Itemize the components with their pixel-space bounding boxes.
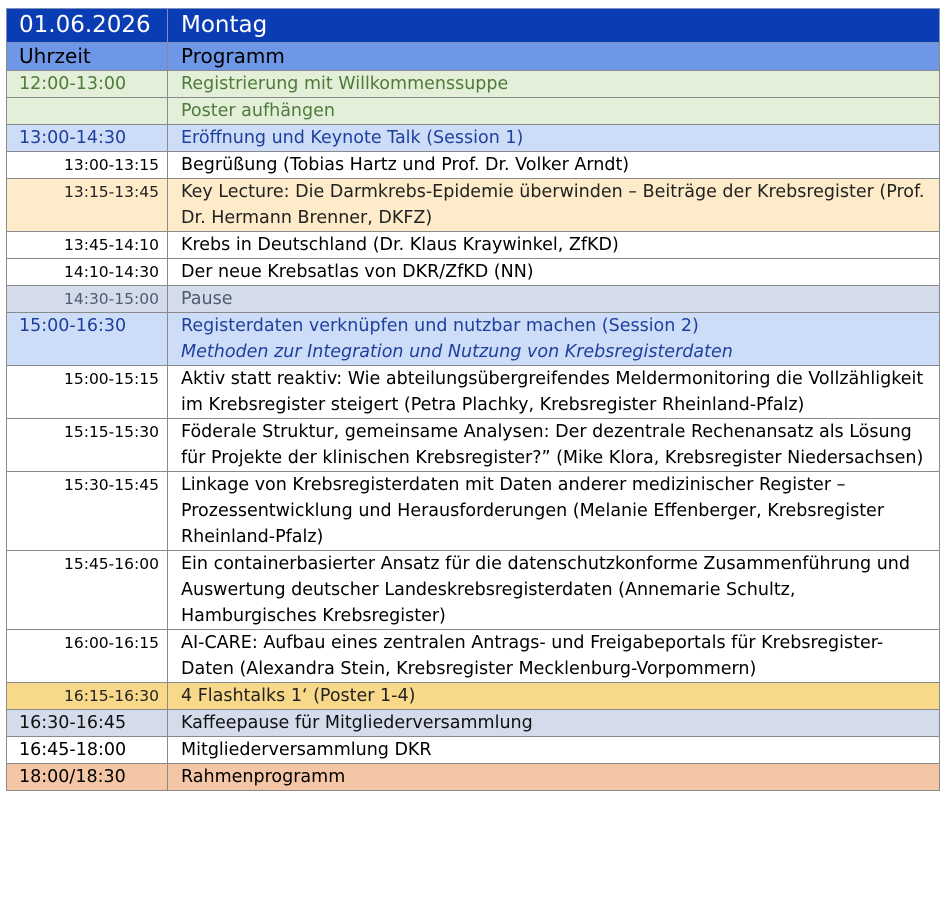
time-cell: 15:30-15:45 <box>7 472 168 551</box>
flashtalk-row <box>7 683 940 710</box>
time-cell: 13:00-13:15 <box>7 152 168 179</box>
date-cell: 01.06.2026 <box>7 9 168 43</box>
table-row <box>7 630 940 683</box>
table-row <box>7 71 940 98</box>
program-cell: Ein containerbasierter Ansatz für die datenschutzkonforme Zusammenführung und Auswertung deutscher Landeskrebsregisterdaten (Annemarie Schultz, Hamburgisches Krebsregister) <box>168 551 940 630</box>
day-header-row <box>7 9 940 43</box>
table-row <box>7 98 940 125</box>
program-cell: Poster aufhängen <box>168 98 940 125</box>
day-cell: Montag <box>168 9 940 43</box>
time-cell: 14:10-14:30 <box>7 259 168 286</box>
table-row <box>7 366 940 419</box>
program-cell: Kaffeepause für Mitgliederversammlung <box>168 710 940 737</box>
time-cell: 14:30-15:00 <box>7 286 168 313</box>
time-column-header: Uhrzeit <box>7 43 168 71</box>
session-row <box>7 313 940 366</box>
pause-row <box>7 286 940 313</box>
time-cell <box>7 98 168 125</box>
program-cell: Linkage von Krebsregisterdaten mit Daten anderer medizinischer Register – Prozessentwicklung und Herausforderungen (Melanie Effenberger, Krebsregister Rheinland-Pfalz) <box>168 472 940 551</box>
keynote-row <box>7 179 940 232</box>
table-row <box>7 152 940 179</box>
time-cell: 13:45-14:10 <box>7 232 168 259</box>
time-cell: 15:45-16:00 <box>7 551 168 630</box>
table-row <box>7 232 940 259</box>
session-title-cell: Eröffnung und Keynote Talk (Session 1) <box>168 125 940 152</box>
program-cell: Aktiv statt reaktiv: Wie abteilungsübergreifendes Meldermonitoring die Vollzähligkeit im Krebsregister steigert (Petra Plachky, Krebsregister Rheinland-Pfalz) <box>168 366 940 419</box>
program-cell: Krebs in Deutschland (Dr. Klaus Kraywinkel, ZfKD) <box>168 232 940 259</box>
session-time-cell: 15:00-16:30 <box>7 313 168 366</box>
evening-program-row <box>7 764 940 791</box>
program-cell: Key Lecture: Die Darmkrebs-Epidemie überwinden – Beiträge der Krebsregister (Prof. Dr. Hermann Brenner, DKFZ) <box>168 179 940 232</box>
time-cell: 16:45-18:00 <box>7 737 168 764</box>
table-row <box>7 551 940 630</box>
program-cell: Der neue Krebsatlas von DKR/ZfKD (NN) <box>168 259 940 286</box>
table-row <box>7 472 940 551</box>
program-cell: Föderale Struktur, gemeinsame Analysen: Der dezentrale Rechenansatz als Lösung für Projekte der klinischen Krebsregister?” (Mike Klora, Krebsregister Niedersachsen) <box>168 419 940 472</box>
time-cell: 16:30-16:45 <box>7 710 168 737</box>
session-title-cell <box>168 313 940 366</box>
time-cell: 16:00-16:15 <box>7 630 168 683</box>
schedule-table <box>6 8 940 791</box>
program-cell: 4 Flashtalks 1‘ (Poster 1-4) <box>168 683 940 710</box>
table-row <box>7 419 940 472</box>
program-cell: Pause <box>168 286 940 313</box>
coffee-break-row <box>7 710 940 737</box>
program-column-header: Programm <box>168 43 940 71</box>
table-row <box>7 259 940 286</box>
session-time-cell: 13:00-14:30 <box>7 125 168 152</box>
program-cell: AI-CARE: Aufbau eines zentralen Antrags- und Freigabeportals für Krebsregister-Daten (Alexandra Stein, Krebsregister Mecklenburg-Vorpommern) <box>168 630 940 683</box>
session-title: Registerdaten verknüpfen und nutzbar machen (Session 2) <box>181 316 699 336</box>
session-subtitle: Methoden zur Integration und Nutzung von Krebsregisterdaten <box>181 342 733 362</box>
time-cell: 16:15-16:30 <box>7 683 168 710</box>
time-cell: 15:15-15:30 <box>7 419 168 472</box>
program-cell: Mitgliederversammlung DKR <box>168 737 940 764</box>
time-cell: 12:00-13:00 <box>7 71 168 98</box>
table-row <box>7 737 940 764</box>
program-cell: Registrierung mit Willkommenssuppe <box>168 71 940 98</box>
time-cell: 18:00/18:30 <box>7 764 168 791</box>
session-row <box>7 125 940 152</box>
program-cell: Begrüßung (Tobias Hartz und Prof. Dr. Volker Arndt) <box>168 152 940 179</box>
program-cell: Rahmenprogramm <box>168 764 940 791</box>
time-cell: 15:00-15:15 <box>7 366 168 419</box>
time-cell: 13:15-13:45 <box>7 179 168 232</box>
schedule-container <box>6 8 939 791</box>
column-header-row <box>7 43 940 71</box>
